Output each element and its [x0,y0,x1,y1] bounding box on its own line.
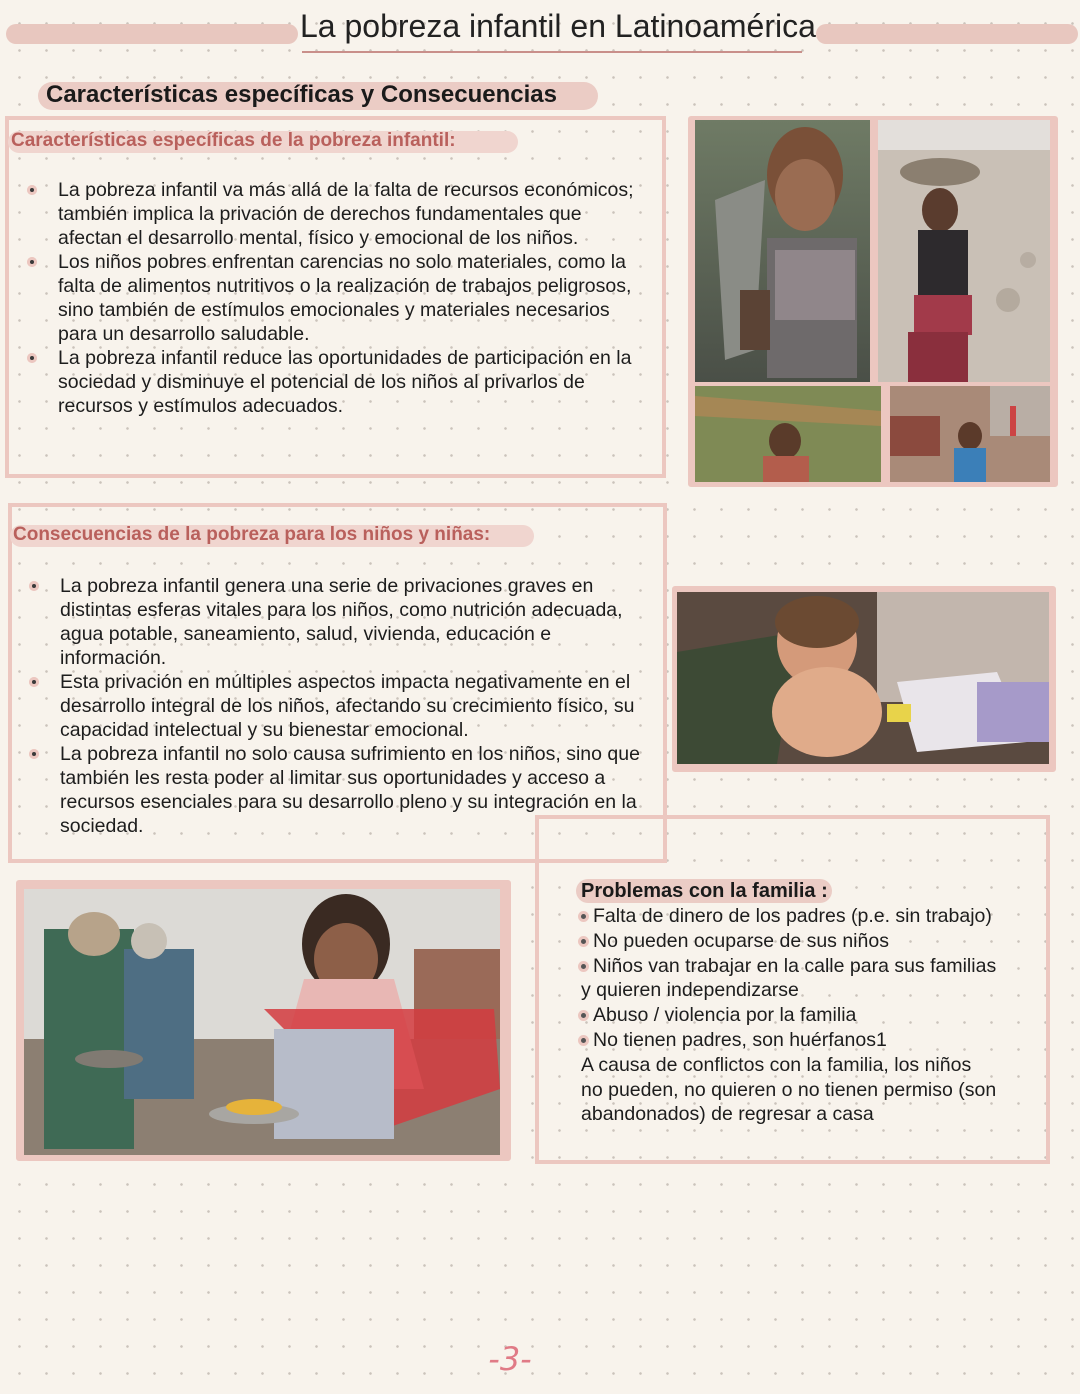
characteristics-heading: Características específicas de la pobreza infantil: [11,130,456,151]
bullet-icon [578,936,589,947]
girl-carrying-basket-photo [878,120,1050,382]
bullet-icon [578,911,589,922]
list-item: La pobreza infantil reduce las oportunidades de participación en la sociedad y disminuye el potencial de los niños al privarlos de recursos y estímulos adecuados. [58,346,648,418]
family-problems-list [581,904,1036,1127]
list-item: Falta de dinero de los padres (p.e. sin trabajo) [581,904,1036,929]
header-decoration-right [816,24,1078,44]
child-examination-photo [677,592,1049,764]
bullet-icon [578,1035,589,1046]
list-item: No tienen padres, son huérfanos1 [581,1028,1036,1053]
title-underline [302,51,802,53]
list-item-continuation: y quieren independizarse [581,979,799,1002]
page-number: -3- [488,1340,532,1378]
paragraph-line: abandonados) de regresar a casa [581,1103,874,1126]
list-item: Esta privación en múltiples aspectos impacta negativamente en el desarrollo integral de los niños, afectando su crecimiento físico, su capacidad intelectual y su bienestar emocional. [60,670,650,742]
list-item: Los niños pobres enfrentan carencias no solo materiales, como la falta de alimentos nutritivos o la realización de trabajos peligrosos, sino también de estímulos emocionales y materiales necesarios para un desarrollo saludable. [58,250,648,346]
list-item: La pobreza infantil genera una serie de privaciones graves en distintas esferas vitales para los niños, como nutrición adecuada, agua potable, saneamiento, salud, vivienda, educación e información. [60,574,650,670]
consequences-list [60,574,650,838]
list-item: La pobreza infantil va más allá de la falta de recursos económicos; también implica la privación de derechos fundamentales que afectan el desarrollo mental, físico y emocional de los niños. [58,178,648,250]
section-heading: Características específicas y Consecuencias [46,81,557,108]
girl-carrying-sticks-photo [695,386,881,482]
family-heading: Problemas con la familia : [581,880,828,902]
header-decoration-left [6,24,298,44]
list-item: Niños van trabajar en la calle para sus familias [581,954,1036,979]
bullet-icon [578,1010,589,1021]
consequences-heading: Consecuencias de la pobreza para los niños y niñas: [13,524,491,545]
paragraph-line: A causa de conflictos con la familia, los niños [581,1053,972,1076]
list-item: Abuso / violencia por la familia [581,1003,1036,1028]
paragraph-line: no pueden, no quieren o no tienen permiso (son [581,1078,997,1101]
child-carrying-bricks-photo [890,386,1050,482]
list-item: La pobreza infantil no solo causa sufrimiento en los niños, sino que también les resta poder al limitar sus oportunidades y acceso a recursos esenciales para su desarrollo pleno y su integración en la sociedad. [60,742,650,838]
bullet-icon [578,961,589,972]
page-title: La pobreza infantil en Latinoamérica [300,8,816,44]
child-with-shovel-photo [695,120,870,382]
list-item: No pueden ocuparse de sus niños [581,929,1036,954]
girl-at-dump-photo [24,889,500,1155]
characteristics-list [58,178,648,418]
